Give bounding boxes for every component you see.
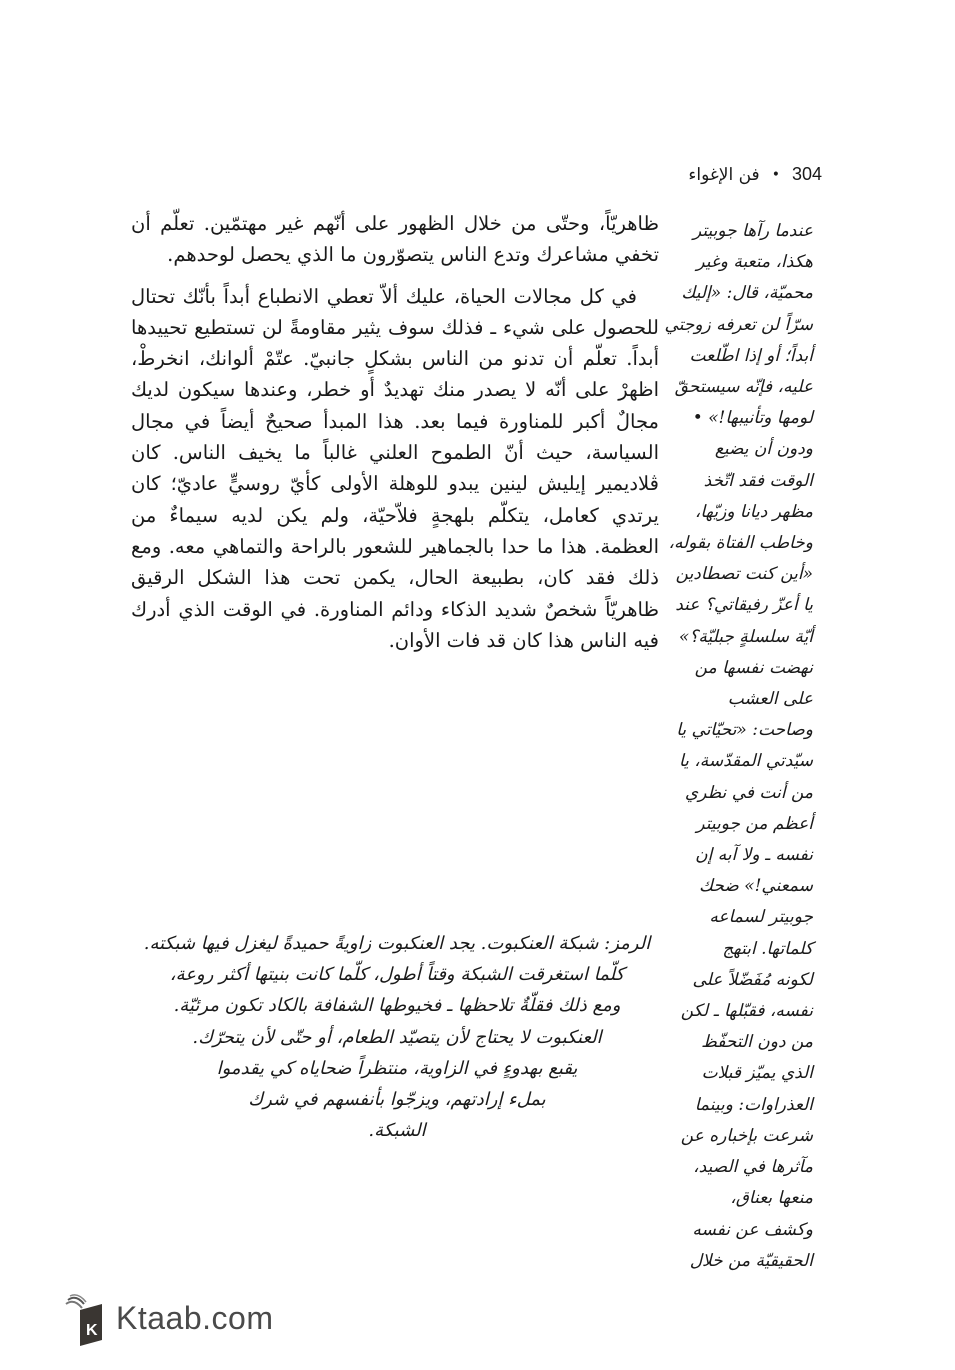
symbol-line: يقبع بهدوءٍ في الزاوية، منتظراً ضحاياه كي يقدموا [216,1057,578,1079]
symbol-line: العنكبوت لا يحتاج لأن يتصيّد الطعام، أو حتّى لأن يتحرّك. [192,1026,602,1048]
sidebar-line: محميّة، قال: «إليك [681,283,813,304]
sidebar-line: الذي يميّز قبلات [701,1063,813,1084]
sidebar-line: أبداً؛ أو إذا اطّلعت [689,345,813,366]
sidebar-line: ودون أن يضيع [714,439,813,460]
sidebar-line: أعظم من جوبيتر [696,813,813,834]
sidebar-line: سيّدتي المقدّسة، يا [678,751,813,772]
sidebar-line: هكذا، متعبة وغير [696,252,813,273]
header-bullet: • [771,166,780,183]
open-book-icon [62,1290,106,1346]
sidebar-line: جوبيتر لسماعه [709,907,813,928]
sidebar-line: كلماتها. ابتهج [722,938,813,959]
sidebar-line: أيّة سلسلةٍ جبليّة؟» [678,626,813,647]
symbol-line: ومع ذلك فقلّةٌ تلاحظها ـ فخيوطها الشفافة بالكاد تكون مرئيّة. [173,995,621,1017]
main-text-column [131,208,659,656]
sidebar-line: يا أعزّ رفيقاتي؟ عند [675,595,813,616]
ktaab-watermark-logo [62,1290,273,1346]
logo-letter: K [86,1322,98,1339]
sidebar-line: عليه، فإنّه سيستحقّ [674,377,813,398]
sidebar-line: على العشب [727,689,813,710]
sidebar-line: منعها بعناق، [730,1188,813,1209]
symbol-line: الشبكة. [368,1120,426,1142]
sidebar-line: وكشف عن نفسه [692,1219,813,1240]
sidebar-line: وصاحت: «تحيّاتي يا [676,720,813,741]
sidebar-line: الوقت فقد اتّخذ [703,470,813,491]
symbol-line: الرمز: شبكة العنكبوت. يجد العنكبوت زاويةً حميدةً ليغزل فيها شبكته. [143,933,651,954]
margin-sidebar-quote [664,216,813,1277]
sidebar-line: نفسه، فقبّلها ـ لكن [680,1001,813,1022]
sidebar-line: مآثرها في الصيد، [693,1157,813,1178]
sidebar-line: وخاطب الفتاة بقوله، [668,533,813,554]
sidebar-line: الحقيقيّة من خلال [689,1250,813,1271]
sidebar-line: نفسه ـ ولا آبه إن [695,845,813,866]
symbol-line: كلّما استغرقت الشبكة وقتاً أطول، كلّما كانت بنيتها أكثر روعة، [169,964,625,986]
sidebar-line: من أنت في نظري [684,782,813,803]
sidebar-line: مظهر ديانا وزيّها، [694,501,813,522]
sidebar-line: سمعني!» ضحك [699,876,813,897]
sidebar-line: العذراوات: وبينما [694,1094,813,1115]
sidebar-line: من دون التحفّظ [701,1032,813,1053]
sidebar-line: لومها وتأنيبها!» • [692,408,813,429]
sidebar-line: «أين كنت تصطادين [675,564,813,585]
site-name: Ktaab.com [116,1299,274,1336]
symbol-spider-web-block [142,928,652,1146]
running-header [688,164,822,185]
sidebar-line: نهضت نفسها من [694,657,813,678]
page-number: 304 [791,164,822,184]
sidebar-line: شرعت بإخباره عن [680,1125,813,1146]
sidebar-line: عندما رآها جوبيتر [692,221,813,241]
symbol-line: بملء إرادتهم، ويزجّوا بأنفسهم في شرك [248,1089,546,1111]
sidebar-line: سرّاً لن تعرفه زوجتي [664,314,813,335]
sidebar-line: لكونه مُفَضّلاً على [692,969,813,990]
book-title: فن الإغواء [688,164,760,185]
paragraph-continuation: ظاهريّاً، وحتّى من خلال الظهور على أنّهم غير مهتمّين. تعلّم أن تخفي مشاعرك وتدع الناس يتصوّرون ما الذي يحصل لوحدهم. [131,212,659,267]
paragraph-body: في كل مجالات الحياة، عليك ألاّ تعطي الانطباع أبداً بأنّك تحتال للحصول على شيء ـ فذلك سوف يثير مقاومةً لن تستطيع تحييدها أبداً. تعلّم أن تدنو من الناس بشكلٍ جانبيّ. عتّمْ ألوانك، انخرطْ، اظهرْ على أنّه لا يصدر منك تهديدٌ أو خطر، وعندها سيكون لديك مجالٌ أكبر للمناورة فيما بعد. هذا المبدأ صحيحٌ أيضاً في مجال السياسة، حيث أنّ الطموح العلني غالباً ما يخيف الناس. كان ڤلاديمير إيليش لينين يبدو للوهلة الأولى كأيّ روسيٍّ عاديّ؛ كان يرتدي كعامل، يتكلّم بلهجةٍ فلاّحيّة، ولم يكن لديه سيماءٌ من العظمة. هذا ما حدا بالجماهير للشعور بالراحة والتماهي معه. ومع ذلك فقد كان، بطبيعة الحال، يكمن تحت هذا الشكل الرقيق ظاهريّاً شخصٌ شديد الذكاء ودائم المناورة. في الوقت الذي أدرك فيه الناس هذا كان قد فات الأوان. [131,284,659,652]
